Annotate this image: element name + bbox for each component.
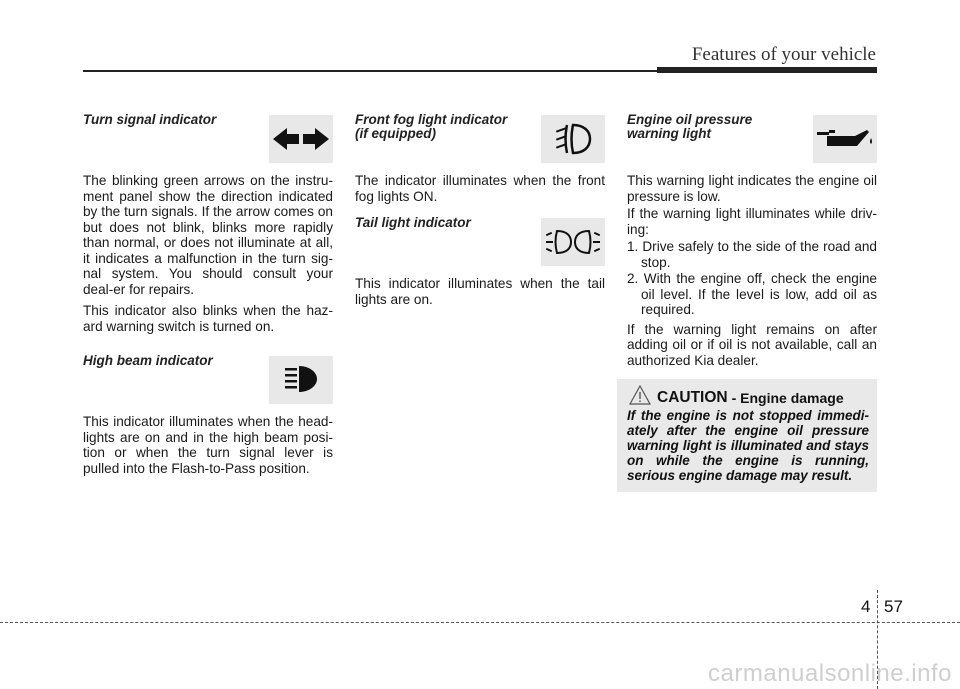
oil-pressure-closing: If the warning light remains on after adding oil or if oil is not available, call an authorized Kia dealer. xyxy=(627,321,877,368)
front-fog-light-icon xyxy=(541,115,605,163)
tail-light-paragraph: This indicator illuminates when the tail lights are on. xyxy=(355,276,605,307)
tail-light-section xyxy=(355,216,605,307)
turn-signal-title: Turn signal indicator xyxy=(83,112,217,127)
oil-pressure-title-line2: warning light xyxy=(627,126,711,141)
front-fog-title-line1: Front fog light indicator xyxy=(355,112,508,127)
oil-pressure-title-line1: Engine oil pressure xyxy=(627,112,753,127)
turn-signal-paragraph-2: This indicator also blinks when the haz-ard warning switch is turned on. xyxy=(83,303,333,334)
oil-pressure-steps xyxy=(627,239,877,318)
caution-text: If the engine is not stopped immedi-ately after the engine oil pressure warning light is illuminated and stays on while the engine is running, serious engine damage may result. xyxy=(627,408,869,483)
front-fog-paragraph: The indicator illuminates when the front fog lights ON. xyxy=(355,173,605,204)
front-fog-title-line2: (if equipped) xyxy=(355,126,436,141)
oil-pressure-section xyxy=(627,113,877,368)
column-middle xyxy=(355,108,605,307)
warning-triangle-icon xyxy=(629,385,651,410)
header-rule-accent xyxy=(657,67,877,73)
high-beam-title: High beam indicator xyxy=(83,353,213,368)
caution-title: CAUTION xyxy=(657,388,728,406)
list-item: 2. With the engine off, check the engine oil level. If the level is low, add oil as required. xyxy=(627,271,877,317)
oil-can-icon xyxy=(813,115,877,163)
column-left xyxy=(83,108,333,476)
high-beam-paragraph: This indicator illuminates when the head-lights are on and in the high beam posi-tion or when the turn signal lever is pulled into the Flash-to-Pass position. xyxy=(83,414,333,476)
turn-signal-arrows-icon xyxy=(269,115,333,163)
page-number: 57 xyxy=(884,597,903,616)
section-header-title: Features of your vehicle xyxy=(691,44,876,65)
caution-box xyxy=(617,379,877,492)
oil-pressure-paragraph-1: This warning light indicates the engine oil pressure is low. xyxy=(627,173,877,204)
high-beam-icon xyxy=(269,356,333,404)
tail-light-icon xyxy=(541,218,605,266)
front-fog-section xyxy=(355,113,605,204)
column-right xyxy=(627,108,877,368)
list-item: 1. Drive safely to the side of the road and stop. xyxy=(627,239,877,270)
watermark: carmanualsonline.info xyxy=(708,660,952,687)
high-beam-section xyxy=(83,354,333,476)
turn-signal-section xyxy=(83,113,333,334)
oil-pressure-paragraph-2: If the warning light illuminates while driv-ing: xyxy=(627,206,877,237)
caution-subtitle: - Engine damage xyxy=(731,389,844,406)
tail-light-title: Tail light indicator xyxy=(355,215,471,230)
turn-signal-paragraph-1: The blinking green arrows on the instru-ment panel show the direction indicated by the turn signals. If the arrow comes on but does not blink, blinks more rapidly than normal, or does not illuminate at all, it indicates a malfunction in the turn sig-nal system. You should consult your deal-er for repairs. xyxy=(83,173,333,297)
footer-rule xyxy=(0,622,960,623)
chapter-number: 4 xyxy=(861,597,871,616)
